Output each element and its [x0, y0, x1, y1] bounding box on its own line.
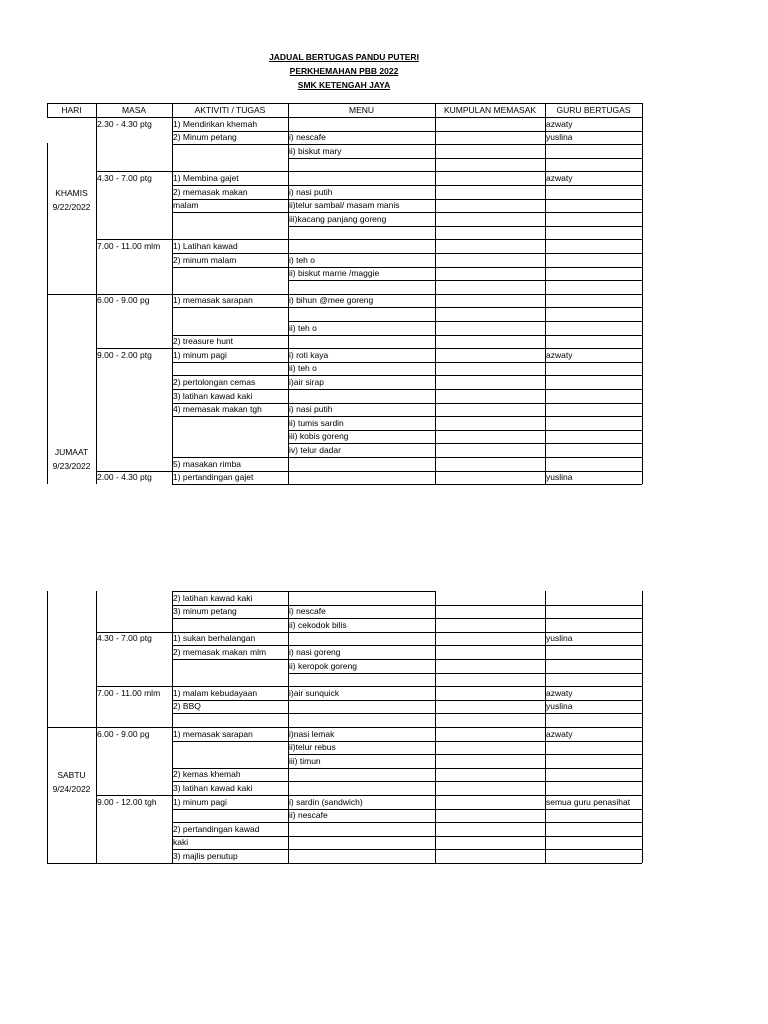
- grid-line-vertical: [47, 143, 48, 484]
- cell-aktiviti: 1) pertandingan gajet: [173, 472, 254, 483]
- cell-aktiviti: 3) majlis penutup: [173, 850, 238, 861]
- cell-aktiviti: 2) latihan kawad kaki: [173, 592, 253, 603]
- grid-line-horizontal: [288, 253, 642, 254]
- day-jumaat-name: JUMAAT: [54, 447, 89, 457]
- cell-menu: i) bihun @mee goreng: [289, 295, 374, 306]
- cell-aktiviti: 1) sukan berhalangan: [173, 633, 256, 644]
- cell-menu: ii) teh o: [289, 322, 317, 333]
- grid-line-horizontal: [288, 403, 642, 404]
- grid-line-horizontal: [172, 212, 288, 213]
- cell-guru: yuslina: [546, 701, 573, 712]
- cell-aktiviti: 1) malam kebudayaan: [173, 687, 258, 698]
- cell-menu: i) nasi goreng: [289, 646, 341, 657]
- grid-line-horizontal: [172, 267, 288, 268]
- grid-line-horizontal: [47, 103, 642, 104]
- cell-guru: yuslina: [546, 633, 573, 644]
- grid-line-horizontal: [288, 280, 642, 281]
- cell-aktiviti: malam: [173, 200, 199, 211]
- cell-guru: azwaty: [546, 687, 573, 698]
- cell-menu: i) nasi putih: [289, 404, 333, 415]
- grid-line-horizontal: [288, 849, 642, 850]
- cell-guru: yuslina: [546, 472, 573, 483]
- cell-menu: i) nescafe: [289, 132, 326, 143]
- grid-line-horizontal: [288, 226, 642, 227]
- cell-masa: 7.00 - 11.00 mlm: [97, 687, 161, 698]
- grid-line-vertical: [545, 103, 546, 484]
- header-masa: MASA: [121, 105, 147, 115]
- grid-line-horizontal: [288, 362, 642, 363]
- cell-aktiviti: kaki: [173, 837, 189, 848]
- cell-menu: ii) nescafe: [289, 810, 328, 821]
- cell-menu: iii) timun: [289, 755, 321, 766]
- grid-line-horizontal: [172, 484, 288, 485]
- grid-line-horizontal: [288, 375, 642, 376]
- cell-menu: ii) biskut mary: [289, 145, 342, 156]
- cell-aktiviti: 2) memasak makan mlm: [173, 646, 267, 657]
- cell-menu: i) sardin (sandwich): [289, 796, 363, 807]
- cell-guru: yuslina: [546, 132, 573, 143]
- cell-aktiviti: 3) minum petang: [173, 606, 237, 617]
- cell-guru: azwaty: [546, 172, 573, 183]
- cell-menu: ii) teh o: [289, 363, 317, 374]
- cell-aktiviti: 2) treasure hunt: [173, 336, 234, 347]
- cell-aktiviti: 1) minum pagi: [173, 349, 227, 360]
- grid-line-horizontal: [47, 863, 642, 864]
- cell-menu: i)air sirap: [289, 376, 324, 387]
- cell-menu: ii) cekodok bilis: [289, 619, 347, 630]
- cell-aktiviti: 1) Latihan kawad: [173, 240, 238, 251]
- grid-line-horizontal: [288, 836, 642, 837]
- grid-line-horizontal: [288, 822, 642, 823]
- grid-line-horizontal: [172, 307, 288, 308]
- header-menu: MENU: [348, 105, 375, 115]
- cell-guru: azwaty: [546, 728, 573, 739]
- cell-aktiviti: 1) memasak sarapan: [173, 728, 253, 739]
- cell-aktiviti: 2) Minum petang: [173, 132, 237, 143]
- grid-line-horizontal: [288, 171, 642, 172]
- cell-aktiviti: 2) BBQ: [173, 701, 201, 712]
- cell-menu: i) nescafe: [289, 606, 326, 617]
- cell-aktiviti: 4) memasak makan tgh: [173, 404, 262, 415]
- header-hari: HARI: [61, 105, 82, 115]
- grid-line-horizontal: [288, 632, 642, 633]
- cell-menu: i) roti kaya: [289, 349, 329, 360]
- grid-line-horizontal: [172, 809, 288, 810]
- cell-masa: 4.30 - 7.00 ptg: [97, 633, 152, 644]
- cell-menu: i)nasi lemak: [289, 728, 335, 739]
- schedule-table-part1: [47, 103, 642, 486]
- cell-menu: ii)telur rebus: [289, 742, 336, 753]
- grid-line-horizontal: [288, 700, 642, 701]
- cell-aktiviti: 1) minum pagi: [173, 796, 227, 807]
- grid-line-vertical: [96, 103, 97, 484]
- grid-line-horizontal: [288, 484, 642, 485]
- cell-menu: iv) telur dadar: [289, 444, 341, 455]
- cell-masa: 9.00 - 2.00 ptg: [97, 349, 152, 360]
- grid-line-horizontal: [172, 659, 288, 660]
- grid-line-horizontal: [172, 713, 288, 714]
- grid-line-horizontal: [288, 713, 642, 714]
- cell-aktiviti: 2) pertolongan cemas: [173, 376, 256, 387]
- cell-masa: 2.30 - 4.30 ptg: [97, 118, 152, 129]
- grid-line-vertical: [47, 103, 48, 117]
- grid-line-horizontal: [288, 673, 642, 674]
- cell-guru: azwaty: [546, 349, 573, 360]
- grid-line-horizontal: [172, 416, 288, 417]
- cell-menu: ii) keropok goreng: [289, 660, 358, 671]
- grid-line-horizontal: [288, 131, 642, 132]
- cell-masa: 2.00 - 4.30 ptg: [97, 472, 152, 483]
- cell-menu: iii) kobis goreng: [289, 431, 349, 442]
- grid-line-vertical: [642, 103, 643, 484]
- day-khamis-name: KHAMIS: [55, 188, 88, 198]
- doc-subtitle: PERKHEMAHAN PBB 2022: [289, 66, 399, 76]
- header-guru: GURU BERTUGAS: [556, 105, 631, 115]
- cell-aktiviti: 2) pertandingan kawad: [173, 823, 260, 834]
- grid-line-horizontal: [288, 809, 642, 810]
- grid-line-horizontal: [288, 185, 642, 186]
- day-sabtu-name: SABTU: [57, 770, 86, 780]
- grid-line-horizontal: [288, 781, 642, 782]
- cell-aktiviti: 2) memasak makan: [173, 186, 248, 197]
- cell-aktiviti: 2) minum malam: [173, 254, 237, 265]
- grid-line-horizontal: [288, 158, 642, 159]
- day-sabtu-date: 9/24/2022: [52, 784, 91, 794]
- grid-line-vertical: [435, 103, 436, 484]
- cell-masa: 6.00 - 9.00 pg: [97, 728, 150, 739]
- cell-aktiviti: 3) latihan kawad kaki: [173, 782, 253, 793]
- cell-masa: 9.00 - 12.00 tgh: [97, 796, 157, 807]
- cell-menu: i) teh o: [289, 254, 315, 265]
- cell-aktiviti: 1) Membina gajet: [173, 172, 239, 183]
- day-jumaat-date: 9/23/2022: [52, 461, 91, 471]
- grid-line-horizontal: [288, 348, 642, 349]
- cell-menu: ii) tumis sardin: [289, 417, 344, 428]
- cell-masa: 4.30 - 7.00 ptg: [97, 172, 152, 183]
- cell-masa: 6.00 - 9.00 pg: [97, 295, 150, 306]
- cell-masa: 7.00 - 11.00 mlm: [97, 240, 161, 251]
- cell-menu: iii)kacang panjang goreng: [289, 213, 387, 224]
- header-aktiviti: AKTIVITI / TUGAS: [194, 105, 266, 115]
- grid-line-horizontal: [288, 307, 642, 308]
- grid-line-horizontal: [288, 457, 642, 458]
- grid-line-horizontal: [288, 335, 642, 336]
- grid-line-vertical: [172, 103, 173, 484]
- grid-line-horizontal: [288, 443, 642, 444]
- grid-line-horizontal: [172, 362, 288, 363]
- cell-guru: azwaty: [546, 118, 573, 129]
- grid-line-horizontal: [172, 144, 288, 145]
- grid-line-horizontal: [47, 727, 642, 728]
- cell-aktiviti: 3) latihan kawad kaki: [173, 390, 253, 401]
- doc-title: JADUAL BERTUGAS PANDU PUTERI: [269, 52, 419, 62]
- grid-line-horizontal: [288, 239, 642, 240]
- schedule-table-part2: [47, 591, 642, 866]
- grid-line-horizontal: [288, 389, 642, 390]
- cell-aktiviti: 5) masakan rimba: [173, 458, 242, 469]
- grid-line-horizontal: [288, 768, 642, 769]
- grid-line-horizontal: [288, 754, 642, 755]
- cell-menu: i)air sunquick: [289, 687, 340, 698]
- header-kumpulan: KUMPULAN MEMASAK: [443, 105, 537, 115]
- cell-menu: ii)telur sambal/ masam manis: [289, 200, 400, 211]
- grid-line-horizontal: [288, 645, 642, 646]
- grid-line-horizontal: [172, 618, 288, 619]
- cell-aktiviti: 2) kemas khemah: [173, 769, 241, 780]
- grid-line-horizontal: [288, 741, 642, 742]
- cell-menu: i) nasi putih: [289, 186, 333, 197]
- grid-line-vertical: [642, 591, 643, 863]
- school-name: SMK KETENGAH JAYA: [297, 80, 391, 90]
- grid-line-horizontal: [288, 605, 642, 606]
- cell-aktiviti: 1) Mendirikan khemah: [173, 118, 258, 129]
- grid-line-vertical: [288, 103, 289, 484]
- grid-line-horizontal: [288, 321, 642, 322]
- cell-aktiviti: 1) memasak sarapan: [173, 295, 253, 306]
- grid-line-horizontal: [288, 686, 642, 687]
- grid-line-horizontal: [288, 471, 642, 472]
- cell-guru: semua guru penasihat: [546, 796, 631, 807]
- grid-line-horizontal: [172, 741, 288, 742]
- day-khamis-date: 9/22/2022: [52, 202, 91, 212]
- grid-line-horizontal: [172, 836, 288, 837]
- grid-line-horizontal: [47, 294, 96, 295]
- cell-menu: ii) biskut marrie /maggie: [289, 268, 380, 279]
